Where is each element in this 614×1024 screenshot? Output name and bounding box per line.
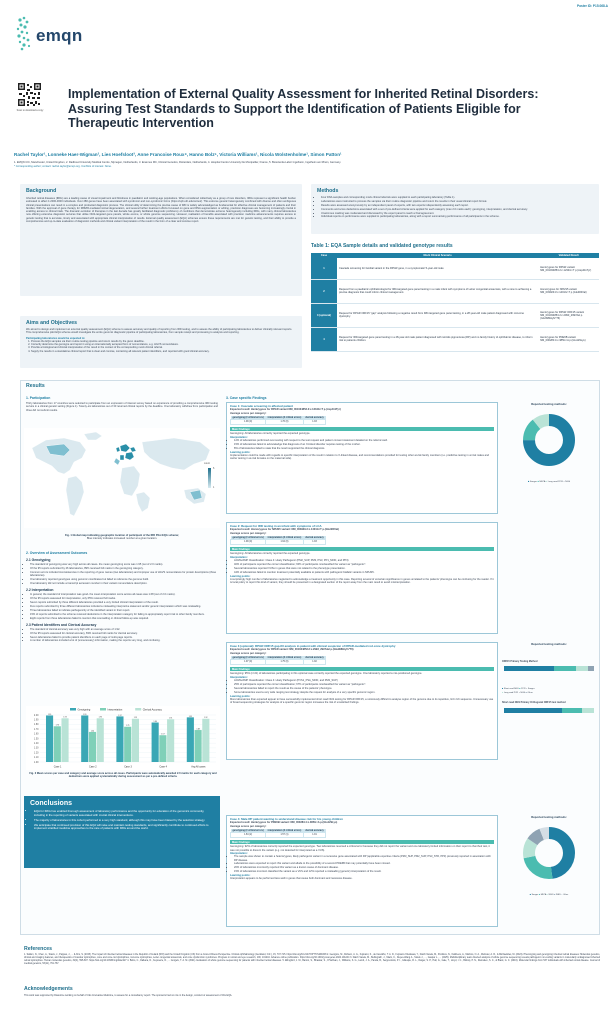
x-tick-label: Case 1 (53, 765, 62, 769)
interpretation-item: • 15% of reports submitted to the scheme received deductions in the interpretation category for failing to appropriately report risk to other family members. (30, 613, 218, 616)
participation-title: 1. Participation (26, 396, 51, 400)
score-interpretation: 1.57 (1) (266, 833, 304, 838)
methods-item: • Unanimous marking was moderated and discussed by the expert panel to reach a final agreement. (321, 212, 593, 215)
case-1-title: Case 1: Cascade screening in affected patient (230, 404, 293, 408)
case-4-findings: Genotyping: 92% of laboratories correctly reported the expected genotype. Two laboratories reversed a critical error because they did not report the variant and one laboratory limited information on their report to that their test, it was not possible to discern the variant (e.g. not detected for interpreted as a VUS). (230, 845, 490, 852)
genotyping-list (26, 563, 218, 585)
score-interpretation: 1.64 (0) (266, 540, 304, 545)
case-3-avg-label: Average scores per category: (230, 651, 267, 655)
case-3-expected: Expected result: Hemizygous for RPGR variant: NM_001034853.2:c.2993_2997del p.(Glu998Glyfs*76) (230, 648, 354, 652)
background-text: Inherited retinal diseases (IRDs) are a leading cause of visual impairment and blindness in paediatric and working-age populations. When considered collectively as a group of rare disorders, IRDs represent a significant health burden estimated to affect 1:2000-3000 individuals. Over 280 genes have been associated with syndromic and non-syndromic forms (https://sph.uth.edu/retnet/). This extreme genetic heterogeneity combined with diverse and often ambiguous clinical presentations can result in a complex and protracted diagnostic process. The clinical utility of determining the precise cause of IRD is widely acknowledged as fundamental for effective clinical management of patients and their families. With the approval of gene therapy for RPE65-mediated retinal degeneration, and several further treatment efforts focussed on gene and RNA augmentation or editing, precision diagnoses are becoming increasingly crucial in enabling access to clinical trials. The dramatic evolution of therapies in the last decade has greatly facilitated diagnostic proficiency of conditions that demonstrate extreme heterogeneity including IRDs, with many clinical laboratories now offering extensive diagnostic services that utilise NGS-targeted gene panels, whole exome, or whole genome sequencing. However, realisation of benefits associated with precision medicine advancements requires access to genetic testing that is accurate, timely and associated with appropriate clinical interpretation of results. External quality assessment (EQA) schemes ensure these requirements are met for genetic testing, and their ability to provide a comprehensive and up-to-date evaluation of diagnostic methods and clinical variant interpretation of the result in the form of a clear and concise report. (26, 197, 296, 224)
aims-card (20, 316, 302, 368)
score-header: genotyping (# critical errors) (232, 416, 264, 419)
case-2-expected: Expected result: Homozygous for NPHS5 variant: NM_003929.3:c.1401G>T p.(Glu484Val) (230, 528, 339, 532)
case-2-avg-label: Average scores per category: (230, 531, 267, 535)
y-tick-label: 1.00 (33, 760, 39, 764)
background-title: Background (26, 188, 57, 194)
case-1-expected: Expected result: Hemizygous for RPGR variant NM_001034853.2:c.1234G>T p.(Asp411Tyr) (230, 408, 341, 412)
case-3-methods (502, 642, 596, 760)
bar-value-label: 1.97 (118, 714, 122, 717)
methods-list (317, 196, 593, 219)
x-tick-label: Case 4 (159, 765, 167, 769)
bar (81, 715, 88, 762)
legend-item: MLPA (540, 894, 547, 896)
aims-item: 1. Process the EQA samples via their routine testing pipeline and return results by the given deadline. (31, 340, 296, 343)
table-row (311, 258, 599, 279)
table-header-scenario: Mock Clinical Scenario (337, 253, 538, 258)
clerical-item: • A number of laboratories included a lot of (unnecessary) information, making the reports very long, and confusing. (30, 639, 218, 642)
participation-section (26, 396, 218, 412)
case-1-box (226, 402, 498, 514)
interpretation-title: 2.2 Interpretation (26, 588, 54, 593)
interp-item: • ACMG/AMP Classification: Class 4: Likely Pathogenic (PM2_SUP, PM3, PS3, PP1_MOD, and PP3) (234, 559, 494, 562)
aims-title: Aims and Objectives (26, 320, 78, 326)
x-tick-label: Avg All cases (191, 765, 206, 769)
score-clerical: 1.93 (303, 540, 326, 545)
table-cell-result (538, 258, 599, 279)
case-4-score-table (230, 829, 326, 838)
references-title: References (24, 946, 52, 952)
bar (187, 717, 194, 762)
bar (97, 718, 104, 762)
sample-table (311, 253, 599, 352)
acknowledgements-title: Acknowledgements (24, 986, 73, 992)
legend-item: Other (563, 894, 569, 896)
case-4-methods-title: Reported testing methods: (531, 815, 567, 819)
bar-value-label: 1.84 (153, 720, 157, 723)
y-tick-label: 1.40 (33, 742, 39, 745)
score-genotyping: 1.84 (2) (231, 833, 266, 838)
case-3-interp-title: Interpretation: (230, 675, 248, 679)
methods-item: • Individual reports on performance were supplied to participating laboratories, along with a report summarising performance of all participants in the scheme. (321, 215, 593, 218)
case-1-methods (502, 402, 596, 514)
methods-item: • Laboratories were instructed to process the samples via their routine diagnostic pipeline and return the results in their usual clinical report format. (321, 200, 593, 203)
case-2-learning-title: Learning points: (230, 574, 251, 578)
case-4-methods (502, 815, 596, 927)
score-header: clerical accuracy (305, 829, 324, 832)
result-gene: Hemizygous for RPGR variant (540, 265, 575, 269)
result-detail: NM_003929.3:c.1401G>T p.(Glu484Val) (540, 291, 587, 295)
case-1-avg-label: Average scores per category: (230, 411, 267, 415)
conclusions-item: • We anticipate that continued provision of this EQA will raise and maintain testing standards, and significantly contribute to continued efforts to implement stratified medicine approaches to the care of patients with IRDs around the world. (34, 824, 214, 831)
case-3-box (226, 642, 498, 760)
interp-item: • 8% of laboratories failed to state that the result supported the clinical diagnosis. (234, 447, 494, 450)
legend-label: Clerical Accuracy (142, 708, 162, 712)
bar-value-label: 1.95 (188, 715, 192, 718)
case-3-title: Case 3 (optional): RPGR ORF15 gap-fill analysis in patient with clinical suspicion of RPGR-mediated rod-cone dystrophy (230, 644, 396, 648)
case-3-interp-list (230, 679, 494, 694)
overview-section (26, 551, 218, 643)
aims-item: 3. Provide a biological and clinical interpretation of the result in the context of the corresponding mock clinical referral. (31, 346, 296, 349)
methods-item: • Comments and score deductions associated with a set of pre-defined criteria were applied for each category (max 2.0 marks each): genotyping, interpretation, and clerical accuracy. (321, 208, 593, 211)
table-cell-scenario: Request from a paediatric ophthalmologist for IRD-targeted gene panel testing in a male infant with symptoms of Leber congenital amaurosis, with a view to achieving a precise diagnosis that could inform clinical management. (337, 279, 538, 303)
interpretation-list (26, 593, 218, 620)
case-2-findings-title: Main Findings: (230, 547, 494, 551)
methods-title: Methods (317, 188, 339, 194)
score-header: clerical accuracy (305, 536, 324, 539)
case-4-methods-legend: ■ Sanger ■ MLPA ■ WGS ■ WES ■ Other (529, 894, 569, 896)
score-header: interpretation (# critical errors) (267, 416, 302, 419)
interpretation-item: • Five reports submitted by three different laboratories included a misleading interpretive statement and/or generic interpretation which was misleading. (30, 605, 218, 608)
world-map-graphic (24, 428, 220, 528)
genotyping-title: 2.1 Genotyping (26, 558, 51, 562)
emqn-logo (14, 14, 88, 54)
y-tick-label: 1.50 (33, 737, 39, 741)
score-genotyping: 1.97 (0) (231, 660, 266, 665)
legend-label: Interpretation (107, 708, 123, 712)
clerical-item: • The standard of clerical accuracy was very high with an average score of 1.92. (30, 628, 218, 631)
conclusions-card (24, 796, 220, 868)
interp-item: • 20% of laboratories incorrectly reported this variant as a known cause of dominant disease. (234, 866, 494, 869)
score-header: genotyping (# critical errors) (232, 536, 264, 539)
methods-item: • Four DNA samples and corresponding mock clinical referrals were supplied to each participating laboratory (Table 1). (321, 196, 593, 199)
genotyping-item: • The standard of genotyping was very high across all cases- the mean genotyping score was 1.95 (out of 2.0 marks). (30, 563, 218, 566)
table-row (311, 303, 599, 327)
case-1-interp-list (230, 439, 494, 450)
conclusions-title: Conclusions (30, 800, 73, 807)
table-row (311, 279, 599, 303)
bar (89, 732, 96, 762)
table-cell-case: 2 (311, 279, 337, 303)
aims-text: We aimed to design and implement an external quality assessment (EQA) scheme to assess accuracy and quality of reporting from IRD testing, and to assess the ability of participating laboratories to deliver clinically relevant reports. This comprehensive pilot EQA scheme would investigate the entire genomic diagnostic pipeline of participating laboratories, from sample receipt and processing to analysis and reporting. (26, 328, 293, 335)
bar (46, 715, 53, 762)
score-interpretation: 1.76 (0) (266, 420, 304, 425)
case-2-interp-title: Interpretation: (230, 555, 248, 559)
case-2-learning: A surprisingly high number of laboratories neglected to acknowledge a treatment opportunity in this case. Reporting several of uncertain significance in genes unrelated to the patients' phenotype can be confusing for the reader. If it is local policy to report this kind of variant, they should be presented in a designated section of the report away from the main result to avoid misinterpretation. (230, 577, 494, 585)
table-header-result: Validated Result (538, 253, 599, 258)
clerical-item: • Seven laboratories failed to provide patient identifiers on each page of multi-page reports. (30, 636, 218, 639)
aims-list (26, 340, 296, 353)
conclusions-item: • EQA for IRDs has enabled thorough assessment of laboratory performance and the opportunity for education of the genomics community, including in the reporting of variants associated with crucial clinical interventions. (34, 810, 214, 817)
case-1-learning: Implementation could be made with regards to specific interpretation of the result in relation to X-linked disease, and recommendations provided for testing other at-risk family members (i.e. predictive testing in at risk males and carrier testing in at-risk females on the maternal side). (230, 453, 489, 461)
table-cell-scenario: Request for RPGR ORF15 "gap" analysis following a negative result from IRD-targeted gene panel testing, in a 28-year-old male patient diagnosed with rod-cone dystrophy. (337, 303, 538, 327)
case-4-expected: Expected result: Hemizygous for PDE6B variant: NM_000283.4:c.385G>A p.(Glu129Lys) (230, 821, 338, 825)
result-detail: NM_001034853.2:c.2993_2997del p.(Glu998Glyfs*76) (540, 313, 583, 320)
clerical-title: 2.3 Patient Identifiers and Clerical Accuracy (26, 622, 97, 627)
case-3-learning-title: Learning points: (230, 694, 251, 698)
aims-item: 4. Supply the results in a standalone clinical report that is clear and concise, containing all relevant patient identifiers, and reported with good clinical accuracy. (31, 350, 296, 353)
bar-value-label: 1.99 (47, 713, 52, 716)
map-legend-max: 6 (213, 467, 215, 470)
bar-value-label: 1.92 (133, 717, 138, 720)
map-legend-title: count (204, 462, 210, 465)
table-row (311, 327, 599, 351)
table-cell-case: 1 (311, 258, 337, 279)
methods-card (311, 184, 599, 234)
fig2-caption: Fig. 2 Mean scores per case and category and average score across all cases. Participants were automatically awarded 2.0 marks for each category and deductions were applied systematically during assessment as per a pre-defined criteria. (29, 772, 217, 779)
fig2-chart-svg (26, 706, 220, 770)
case-3-methods-bar (502, 663, 596, 683)
bar (159, 735, 166, 762)
bar (202, 719, 209, 762)
score-genotyping: 1.99 (0) (231, 540, 266, 545)
genotyping-item: • Of the 95 reports submitted by 26 laboratories, 89% received full marks in the genotyping category. (30, 567, 218, 570)
legend-item: MLPA (539, 481, 546, 483)
bar-value-label: 1.91 (168, 717, 173, 720)
poster-title: Implementation of External Quality Assessment for Inherited Retinal Disorders: Assuring Test Standards to Support the Identification of Patients Eligible for Therapeutic Intervention (68, 87, 539, 130)
conclusions-item: • The majority of laboratories in this cohort performed to a very high standard, although this may have been biased by the selection strategy. (34, 819, 214, 823)
y-tick-label: 1.30 (33, 746, 39, 750)
score-header: clerical accuracy (305, 656, 324, 659)
genotyping-item: • One laboratory reported genotypes using genomic coordinates but failed to reference the genome build. (30, 578, 218, 581)
interp-item: • The sample was shown to contain a heterozygous, likely pathogenic variant in a recessive gene associated with RP (applicable expertise criteria (PM3_SUP, PM2_SUP, PS3_STR, PP3) previously reported in association with RP disease. (234, 855, 494, 862)
bar-value-label: 1.76 (55, 724, 59, 727)
references-section (24, 946, 600, 966)
map-legend-min: 1 (213, 486, 215, 489)
world-map (24, 428, 220, 528)
interpretation-item: • Three laboratories failed to indicate pathogenicity of the identified variant in their report. (30, 609, 218, 612)
bar-value-label: 1.68 (196, 728, 200, 731)
table-header-case: Case (311, 253, 337, 258)
interp-item: • 40% of participants reported the correct classification; 60% of participants misclassified the variant as "pathogenic". (234, 563, 494, 566)
aims-item: 2. Correctly determine the genotype and report it using an internationally accepted form of nomenclature, e.g. HGVS nomenclature. (31, 343, 296, 346)
case-3-chart-title-2: Short-read NGS Primary Orthogonal ORF15 test method (502, 700, 566, 704)
bar (167, 719, 174, 762)
bar (132, 719, 139, 762)
legend-label: Genotyping (77, 708, 91, 712)
case-4-box (226, 815, 498, 927)
background-card (20, 184, 302, 296)
bar (116, 716, 123, 762)
acknowledgements-text: This work was supported by Diasorine working on behalf of Uko Innovative Medicine, to assess for a consultancy report. The sponsors had no role in the design, conduct or assessment of this EQA. (24, 994, 233, 997)
case-3-learning: More laboratories than expected appear to have successfully implemented short read NGS testing for RPGR ORF15, a notoriously difficult to analyse region of the genome due to its repetitive, G/C rich sequence. Unnecessary use of broad sequencing strategies for analysis of a specific genomic region increases the risk of unsolicited findings. (230, 697, 494, 705)
case-4-learning-title: Learning points: (230, 874, 251, 878)
case-1-findings-title: Main Findings: (230, 427, 494, 431)
result-detail: NM_001034853.2:c.1234G>T p.(Asp411Tyr) (540, 268, 592, 272)
result-gene: Hemizygous for PDE6B variant (540, 336, 576, 340)
score-header: interpretation (# critical errors) (267, 656, 302, 659)
legend-item: Sanger (531, 894, 539, 896)
fig2-chart (26, 706, 220, 770)
genotyping-item: • One laboratory did not include a transcript accession number in their variant nomenclature description. (30, 582, 218, 585)
legend-item: PCR + Sanger (521, 688, 535, 691)
legend-item: Long read PCR + NGS (503, 691, 526, 694)
table1 (311, 253, 599, 352)
y-tick-label: 2.00 (33, 713, 39, 717)
score-header: genotyping (# critical errors) (232, 829, 264, 832)
table-cell-result (538, 303, 599, 327)
legend-item: WES (555, 894, 561, 896)
bar (152, 720, 159, 762)
bar-value-label: 1.57 (161, 733, 165, 736)
case-1-learning-title: Learning points: (230, 450, 251, 454)
interpretation-item: • Of the 95 reports assessed for interpretation, only 65% received full marks. (30, 597, 218, 600)
interpretation-item: • Eight reports from three laboratories failed to mention that counselling or clinical follow-up was required. (30, 617, 218, 620)
x-tick-label: Case 3 (124, 765, 132, 769)
bar-value-label: 1.64 (90, 730, 95, 733)
interp-item: • Some laboratories used a very wide ranging test strategy despite the request for analysis of a very specific genomic region. (234, 691, 494, 694)
interp-item: • ACMG/AMP Classification: Class 4: Likely Pathogenic (PVS1_PSA_MOD, and PM2_SUP) (234, 679, 494, 682)
fig1-caption-sub: Blue intensity indicates increased number at a given location. (86, 537, 158, 541)
interp-item: • 25% of participants reported the correct classification; 67% of participants misclassified the variant as "pathogenic". (234, 683, 494, 686)
case-4-interp-list (230, 855, 494, 873)
bar-value-label: 1.92 (204, 717, 208, 720)
case-2-findings: Genotyping: All laboratories correctly reported the expected genotype. (230, 552, 311, 556)
case-3-methods-legend: ■ Short read NGS ■ PCR + Sanger ■ Long read PCR + NGS ■ Other (502, 688, 535, 694)
bar (195, 730, 202, 762)
legend-swatch (70, 708, 76, 711)
score-clerical: 1.91 (303, 833, 326, 838)
clerical-list (26, 628, 218, 643)
y-tick-label: 1.60 (33, 732, 39, 736)
score-header: interpretation (# critical errors) (267, 829, 302, 832)
case-3-score-table (230, 656, 326, 665)
table1-title: Table 1: EQA Sample details and validated genotype results (311, 243, 453, 249)
result-gene: Hemizygous for RPGR ORF15 variant (540, 310, 585, 314)
legend-item: Long read PCR + NGS (547, 481, 571, 483)
legend-item: WGS (548, 894, 554, 896)
table-cell-case: 4 (311, 327, 337, 351)
bar-value-label: 1.93 (63, 716, 67, 719)
bar (54, 726, 61, 762)
genotyping-item: • Common errors included inconsistencies in the reporting of gene names (two laboratories) and improper use of HGVS nomenclature for protein descriptions (three laboratories). (30, 571, 218, 578)
x-tick-label: Case 2 (89, 765, 97, 769)
table-cell-result (538, 327, 599, 351)
interp-item: • 12% of laboratories performed over-testing with respect to the test request and patient consent statement detailed on the referral card. (234, 439, 494, 442)
case-4-learning: Interpretation appears to be performed less well in genes that cause both dominant and recessive disease. (230, 877, 353, 881)
interp-item: • Laboratories were expected to report this variant and allude to the possibility of a second PDE6B that may potentially have been missed. (234, 862, 494, 865)
emqn-logo-text: emqn (36, 26, 83, 45)
result-detail: NM_000283.4:c.385G>A p.(Glu129Lys) (540, 339, 586, 343)
participation-text: Thirty laboratories from 17 countries were selected to participate from an expression of interest survey based on experience of providing a comprehensive IRD testing service in a clinical genetic setting (Figure 1). Twenty-six laboratories out of 30 returned clinical reports by the deadline. One laboratory withdrew from participation and three did not submit results. (26, 402, 218, 412)
legend-swatch (135, 708, 141, 711)
bar-value-label: 1.99 (83, 713, 87, 716)
score-header: genotyping (# critical errors) (232, 656, 264, 659)
legend-item: Short read NGS (503, 688, 519, 691)
qr-code-icon (17, 82, 42, 107)
score-header: clerical accuracy (305, 416, 324, 419)
bar-value-label: 1.75 (126, 725, 130, 728)
methods-item: • Results were assessed anonymously by an independent panel of experts, with two experts independently assessing each report. (321, 204, 593, 207)
case-1-methods-legend: ■ Sanger ■ MLPA ■ Long read PCR + NGS (527, 481, 571, 483)
case-2-title: Case 2: Request for IRD testing in an infant with symptoms of LCA (230, 524, 322, 528)
case-4-methods-donut (502, 819, 596, 889)
case-4-title: Case 4: Male RP patient wanting to understand disease risk for his young children (230, 817, 343, 821)
map-legend (208, 468, 211, 488)
fig1-caption-main: Fig. 1 Global map indicating geographic location of participant of the IRD Pilot EQA scheme; (65, 534, 179, 537)
legend-item: Other (527, 691, 533, 694)
bar (61, 718, 68, 762)
case-1-interp-title: Interpretation: (230, 435, 248, 439)
y-tick-label: 1.90 (33, 718, 39, 722)
case-1-methods-donut (502, 406, 596, 476)
affiliations: 1. EMQN CIC, Manchester, United Kingdom, 2. Radboud University Medical Centre, Nijmegen, Netherlands, 3. Erasmus MC, Clinical Genetics, Rotterdam, Netherlands, 4. Hospital Centre University De Montpellier, France, 5. Bioscientia Labor Ingelheim, Ingelheim am Rhein, Germany. (14, 161, 342, 164)
fig1-caption (26, 534, 218, 541)
interpretation-item: • In general, the standard of interpretation was good- the mean interpretation score across all cases was 1.68 (out of 2.0 marks). (30, 593, 218, 596)
bar (124, 727, 131, 762)
bar-value-label: 1.93 (98, 716, 102, 719)
interp-item: • 15% of laboratories incorrect classified the variant as a VUS and 12% reported a misleading (generic) interpretation of the result. (234, 870, 494, 873)
results-title: Results (26, 383, 45, 389)
y-tick-label: 1.10 (33, 756, 39, 760)
case-1-methods-title: Reported testing methods: (531, 402, 567, 406)
table-cell-result (538, 279, 599, 303)
score-clerical: 1.92 (303, 660, 326, 665)
table-cell-scenario: Cascade screening for familial variant in the RPGR gene, in a symptomatic 5-year-old male (337, 258, 538, 279)
qr-code[interactable] (17, 82, 42, 107)
case-3-findings-title: Main Findings: (230, 667, 494, 671)
result-gene: Homozygous for NPHS5 variant (540, 288, 577, 292)
aims-list-title: Participating laboratories would be expected to: (26, 336, 86, 340)
case-1-score-table (230, 416, 326, 425)
interp-item: • 44% of laboratories failed to mention treatment potentially available to patients with pathogenic biallelic variants in NPHS5. (234, 571, 494, 574)
acknowledgements-section (24, 986, 600, 997)
case-4-findings-title: Main Findings: (230, 840, 494, 844)
legend-swatch (100, 708, 106, 711)
y-tick-label: 1.20 (33, 751, 39, 755)
interp-item: • Several laboratories reported VUSs in genes that were not related to the phenotype presentation. (234, 567, 494, 570)
case-findings-title: 3. Case specific Findings (226, 396, 267, 400)
case-2-interp-list (230, 559, 494, 574)
case-4-interp-title: Interpretation: (230, 851, 248, 855)
table-cell-case: 3 (optional) (311, 303, 337, 327)
case-3-orthogonal-bar (502, 705, 596, 717)
score-interpretation: 1.75 (0) (266, 660, 304, 665)
case-2-score-table (230, 536, 326, 545)
case-2-box (226, 522, 498, 634)
score-header: interpretation (# critical errors) (267, 536, 302, 539)
clerical-item: • Of the 95 reports assessed for clerical accuracy, 83% received full marks for clerical accuracy. (30, 632, 218, 635)
score-clerical: 1.93 (303, 420, 326, 425)
case-3-chart-title: ORF15 Primary Testing Method (502, 660, 538, 663)
y-tick-label: 1.80 (33, 723, 39, 727)
interpretation-item: • Seven reports submitted by three different laboratories provided a very limited clinical interpretation of the result. (30, 601, 218, 604)
legend-item: Sanger (529, 481, 537, 483)
y-tick-label: 1.70 (33, 727, 39, 731)
score-genotyping: 1.99 (0) (231, 420, 266, 425)
interp-item: • 15% of laboratories failed to acknowledge that diagnosis of an X-linked disorder requires testing of the mother. (234, 443, 494, 446)
case-3-methods-title: Reported testing methods: (531, 642, 567, 646)
correspondence: * Corresponding author; contact: rachel.taylor@emqn.org. Conflicts of interest: None. (14, 165, 112, 168)
authors: Rachel Taylor¹, Lonneke Haer-Wigman², Lies Hoefsloot³, Anne Francoise Roux⁴, Hanno Bolz⁵, Victoria Williams¹, Nicola Wolstenholme¹, Simon Patton¹ (14, 152, 342, 157)
interp-item: • Several laboratories failed to report the result as the cause of the patients' phenotype. (234, 687, 494, 690)
case-4-avg-label: Average scores per category: (230, 824, 267, 828)
table-cell-scenario: Request for IRD-targeted gene panel testing in a 48-year-old male patient diagnosed with retinitis pigmentosa (RP) and no family history of ophthalmic disease, to inform risk to patients children. (337, 327, 538, 351)
references-text: 1. Sallum, N., Chen, A., Stavis, J., Pappas, J., ... & Kirs, S. (2015). The impact of inherited retinal diseases in the Republic of Ireland (ROI) and the United Kingdom (UK) from a Cost-of-Illness Perspective. Clinical ophthalmology (Auckland, N.Z.), 15, 707-715. https://doi.org/10.2147/OPTH.S291608 2. Georgiou, M., Robson, A. G., Fujinami, K., de Carvalho, T. A. D., Fujinami-Yokokawa, Y., Daich Varela, M., Pontikos, N., Kalitzeos, A., Mahroo, O. A., Webster, A. R., & Michaelides, M. (2024). Phenotyping and genotyping inherited retinal diseases: Molecular genetics, clinical and imaging features, and therapeutics of macular dystrophies, cone and cone-rod dystrophies, rod-cone dystrophies, Leber congenital amaurosis, and cone dysfunction syndromes. Progress in retinal and eye research, 100, 101244. Advance online publication. https://doi.org/10.1016/j.preteyeres.2024.101244 3. Daich Varela, M., Bellingrath, J., Mack, C., Reyes-Wang A., Stavis J., ..., Gaspar L., ... (2025). Multidisciplinary team directed analysis of whole genome sequencing reveals pathogenic non-coding variants in molecularly undiagnosed inherited retinal dystrophies. Human molecular genetics, 32(4), 595-607. https://doi.org/10.1093/hmg/ddac227 4. Botto, C., Dalkara, D., Keysserie, D., ... Gorgels, T. A. M. (2021). Evaluation of whole genome sequencing for patients with inherited retinal diseases. 5. Ellingford, J. M., Barton, S., Bhaskar, S., O'Sullivan, J., Williams, S. G., Lamb, J. A., Panda, B., Sergouniotis, P. I., Gillespie, R. L., Daiger, S. P., Hall, G., Gale, T., Lloyd, I. C., Bishop, P. N., Ramsden, S. C., & Black, G. C. (2016). Molecular findings from 537 individuals with inherited retinal disease. Journal of medical genetics, 53(11), 761-767. (24, 954, 600, 965)
poster-id: Poster ID: P15.068.A (576, 4, 608, 8)
conclusions-list (30, 810, 214, 831)
case-3-findings: Genotyping: 95% (n=21) of laboratories participating in this optional case correctly reported the expected genotype. One laboratory reported a mis-positioned genotype. (230, 672, 423, 676)
case-1-findings: Genotyping: All laboratories correctly reported the expected genotype. (230, 432, 311, 436)
qr-caption: Scan to download a copy (16, 109, 44, 112)
overview-title: 2. Overview of Assessment Outcomes (26, 551, 88, 555)
